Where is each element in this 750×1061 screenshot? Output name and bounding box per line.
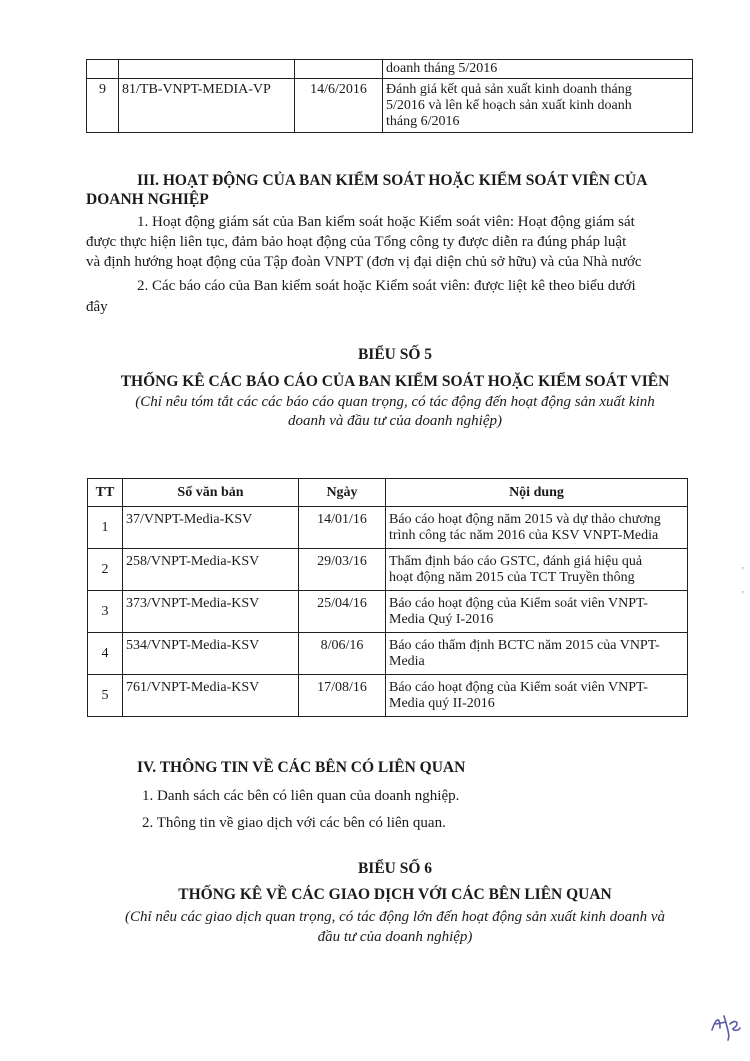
- tt-cell: [87, 60, 119, 79]
- tt-cell: 9: [87, 79, 119, 133]
- noi-dung-cell: doanh tháng 5/2016: [383, 60, 693, 79]
- top-continuation-table: [86, 59, 693, 133]
- bieu-5-note-line2: doanh và đầu tư của doanh nghiệp): [288, 413, 502, 429]
- noi-dung-line: 5/2016 và lên kế hoạch sản xuất kinh doanh: [386, 98, 632, 113]
- so-van-ban-cell: 81/TB-VNPT-MEDIA-VP: [119, 79, 295, 133]
- header-so-van-ban: Số văn bản: [123, 479, 299, 507]
- margin-mark: ': [742, 566, 744, 577]
- so-van-ban-cell: 258/VNPT-Media-KSV: [123, 549, 299, 591]
- noi-dung-cell: [386, 675, 688, 717]
- section-3-title-line2: DOANH NGHIỆP: [86, 191, 209, 208]
- bieu-5-label: BIỂU SỐ 5: [357, 346, 433, 363]
- bieu-5-note-line1: (Chỉ nêu tóm tắt các các báo cáo quan trọng, có tác động đến hoạt động sản xuất kinh: [135, 394, 655, 410]
- table-header-row: [88, 479, 688, 507]
- noi-dung-line: Báo cáo hoạt động của Kiểm soát viên VNPT-: [389, 680, 648, 695]
- ngay-cell: 29/03/16: [299, 549, 386, 591]
- section-3-p1-line2: được thực hiện liên tục, đảm bảo hoạt động của Tổng công ty được diễn ra đúng pháp luật: [86, 234, 627, 250]
- ngay-cell: [295, 60, 383, 79]
- tt-cell: 4: [88, 633, 123, 675]
- noi-dung-cell: [386, 591, 688, 633]
- noi-dung-cell: [383, 79, 693, 133]
- noi-dung-line: tháng 6/2016: [386, 114, 460, 129]
- table-row: [88, 507, 688, 549]
- tt-cell: 2: [88, 549, 123, 591]
- bieu-6-note-line1: (Chỉ nêu các giao dịch quan trọng, có tác động lớn đến hoạt động sản xuất kinh doanh và: [124, 909, 665, 925]
- section-3-p2-line1: 2. Các báo cáo của Ban kiểm soát hoặc Kiểm soát viên: được liệt kê theo biểu dưới: [137, 278, 636, 294]
- so-van-ban-cell: 761/VNPT-Media-KSV: [123, 675, 299, 717]
- margin-mark: ': [742, 590, 744, 601]
- noi-dung-cell: [386, 507, 688, 549]
- header-tt: TT: [88, 479, 123, 507]
- noi-dung-line: Media Quý I-2016: [389, 612, 494, 627]
- section-4-item2: 2. Thông tin về giao dịch với các bên có liên quan.: [142, 815, 446, 831]
- tt-cell: 5: [88, 675, 123, 717]
- section-4-item1: 1. Danh sách các bên có liên quan của doanh nghiệp.: [142, 788, 460, 804]
- ngay-cell: 17/08/16: [299, 675, 386, 717]
- table-row: [88, 549, 688, 591]
- noi-dung-line: Media quý II-2016: [389, 696, 495, 711]
- section-3-p1-line1: 1. Hoạt động giám sát của Ban kiểm soát hoặc Kiểm soát viên: Hoạt động giám sát: [137, 214, 635, 230]
- bieu-5-title: THỐNG KÊ CÁC BÁO CÁO CỦA BAN KIỂM SOÁT HOẶC KIỂM SOÁT VIÊN: [120, 373, 670, 390]
- noi-dung-line: Media: [389, 654, 425, 669]
- section-3-p2-line2: đây: [86, 299, 108, 315]
- ngay-cell: 8/06/16: [299, 633, 386, 675]
- tt-cell: 3: [88, 591, 123, 633]
- ngay-cell: 25/04/16: [299, 591, 386, 633]
- noi-dung-line: Thẩm định báo cáo GSTC, đánh giá hiệu quả: [389, 554, 643, 569]
- so-van-ban-cell: 37/VNPT-Media-KSV: [123, 507, 299, 549]
- bieu-5-table: [87, 478, 688, 717]
- bieu-6-label: BIỂU SỐ 6: [357, 860, 433, 877]
- bieu-6-note-line2: đầu tư của doanh nghiệp): [317, 929, 473, 945]
- header-noi-dung: Nội dung: [386, 479, 688, 507]
- noi-dung-line: trình công tác năm 2016 của KSV VNPT-Media: [389, 528, 659, 543]
- noi-dung-line: hoạt động năm 2015 của TCT Truyền thông: [389, 570, 635, 585]
- noi-dung-cell: [386, 633, 688, 675]
- table-row: [88, 591, 688, 633]
- table-row: [88, 675, 688, 717]
- noi-dung-line: Đánh giá kết quả sản xuất kinh doanh tháng: [386, 82, 632, 97]
- so-van-ban-cell: [119, 60, 295, 79]
- signature-initials-icon: [708, 1010, 744, 1044]
- tt-cell: 1: [88, 507, 123, 549]
- section-4-title: IV. THÔNG TIN VỀ CÁC BÊN CÓ LIÊN QUAN: [137, 759, 466, 776]
- ngay-cell: 14/01/16: [299, 507, 386, 549]
- table-row: [87, 60, 693, 79]
- noi-dung-cell: [386, 549, 688, 591]
- noi-dung-line: Báo cáo thẩm định BCTC năm 2015 của VNPT-: [389, 638, 660, 653]
- header-ngay: Ngày: [299, 479, 386, 507]
- table-row: [87, 79, 693, 133]
- noi-dung-line: Báo cáo hoạt động năm 2015 và dự thảo chương: [389, 512, 661, 527]
- so-van-ban-cell: 534/VNPT-Media-KSV: [123, 633, 299, 675]
- so-van-ban-cell: 373/VNPT-Media-KSV: [123, 591, 299, 633]
- section-3-p1-line3: và định hướng hoạt động của Tập đoàn VNPT (đơn vị đại diện chủ sở hữu) và của Nhà nước: [86, 254, 642, 270]
- bieu-6-title: THỐNG KÊ VỀ CÁC GIAO DỊCH VỚI CÁC BÊN LIÊN QUAN: [178, 886, 612, 903]
- table-row: [88, 633, 688, 675]
- section-3-title-line1: III. HOẠT ĐỘNG CỦA BAN KIỂM SOÁT HOẶC KIỂM SOÁT VIÊN CỦA: [137, 172, 648, 189]
- ngay-cell: 14/6/2016: [295, 79, 383, 133]
- noi-dung-line: Báo cáo hoạt động của Kiểm soát viên VNPT-: [389, 596, 648, 611]
